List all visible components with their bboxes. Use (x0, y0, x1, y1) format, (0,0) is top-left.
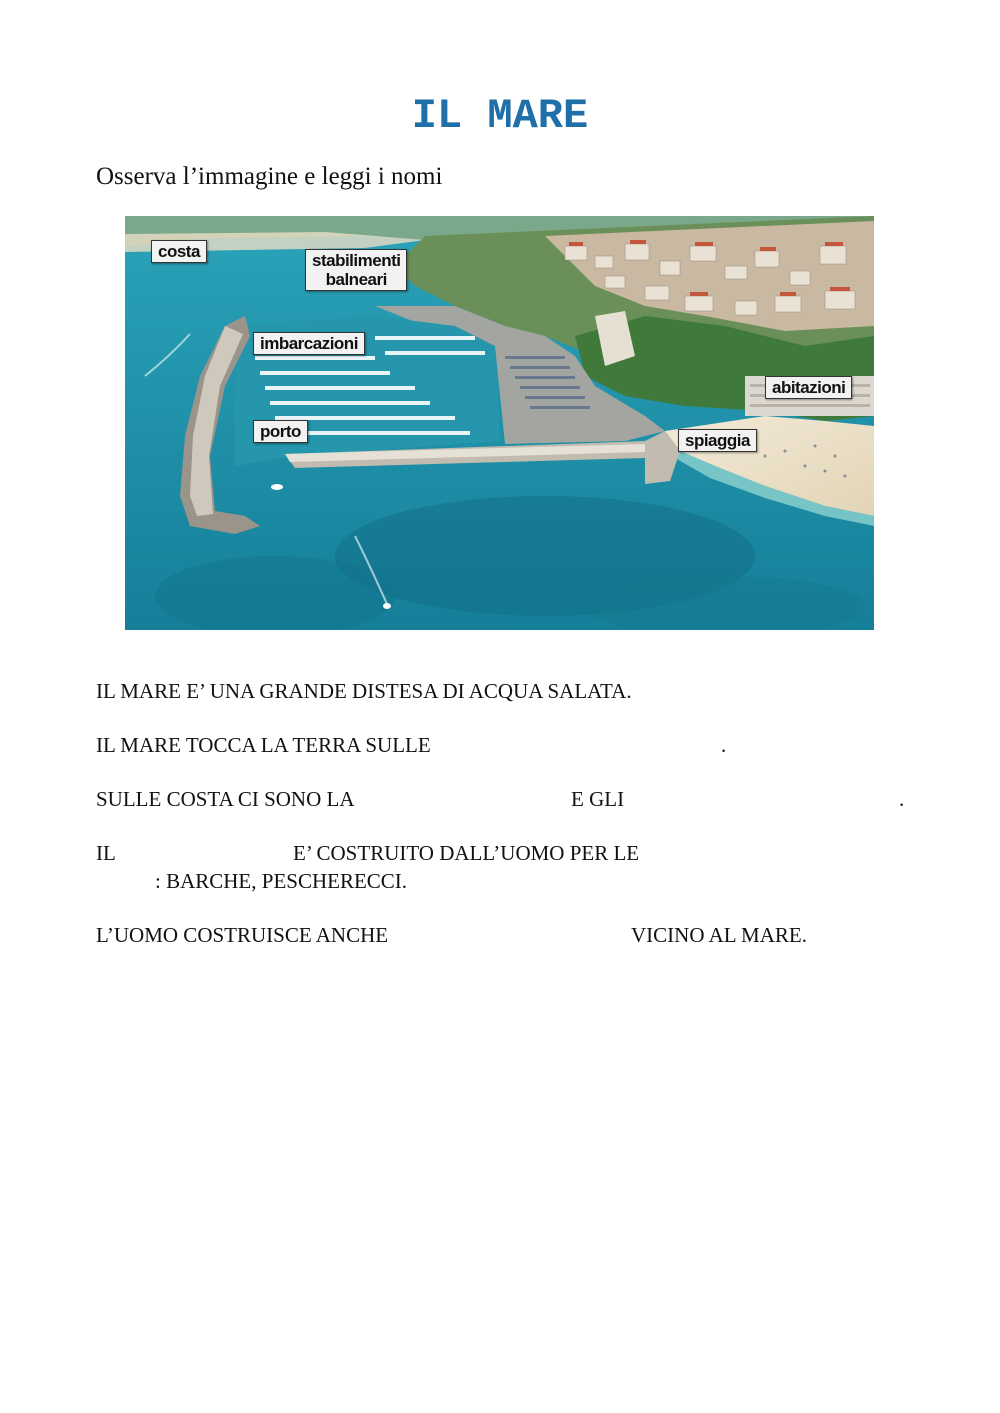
label-costa: costa (151, 240, 207, 263)
label-stabilimenti-line2: balneari (325, 270, 387, 289)
sentence-5-start: L’UOMO COSTRUISCE ANCHE (96, 923, 389, 947)
label-porto: porto (253, 420, 308, 443)
harbor-illustration (125, 216, 874, 630)
label-spiaggia: spiaggia (678, 429, 757, 452)
label-stabilimenti-balneari (305, 249, 407, 291)
label-abitazioni: abitazioni (765, 376, 852, 399)
sentence-4-start: IL (96, 841, 116, 865)
sentence-4-end: : BARCHE, PESCHERECCI. (155, 869, 408, 893)
sentence-2-end: . (721, 733, 727, 757)
harbor-photo (125, 216, 874, 630)
label-imbarcazioni: imbarcazioni (253, 332, 365, 355)
sentence-4-middle: E’ COSTRUITO DALL’UOMO PER LE (293, 841, 640, 865)
page-title: IL MARE (411, 92, 589, 140)
sentence-1: IL MARE E’ UNA GRANDE DISTESA DI ACQUA SALATA. (96, 679, 632, 703)
sentence-3-start: SULLE COSTA CI SONO LA (96, 787, 355, 811)
label-stabilimenti-line1: stabilimenti (312, 251, 401, 270)
sentence-2-start: IL MARE TOCCA LA TERRA SULLE (96, 733, 431, 757)
instruction-text: Osserva l’immagine e leggi i nomi (96, 163, 443, 190)
sentence-5-end: VICINO AL MARE. (631, 923, 807, 947)
sentence-3-end: . (899, 787, 905, 811)
sentence-3-middle: E GLI (571, 787, 625, 811)
